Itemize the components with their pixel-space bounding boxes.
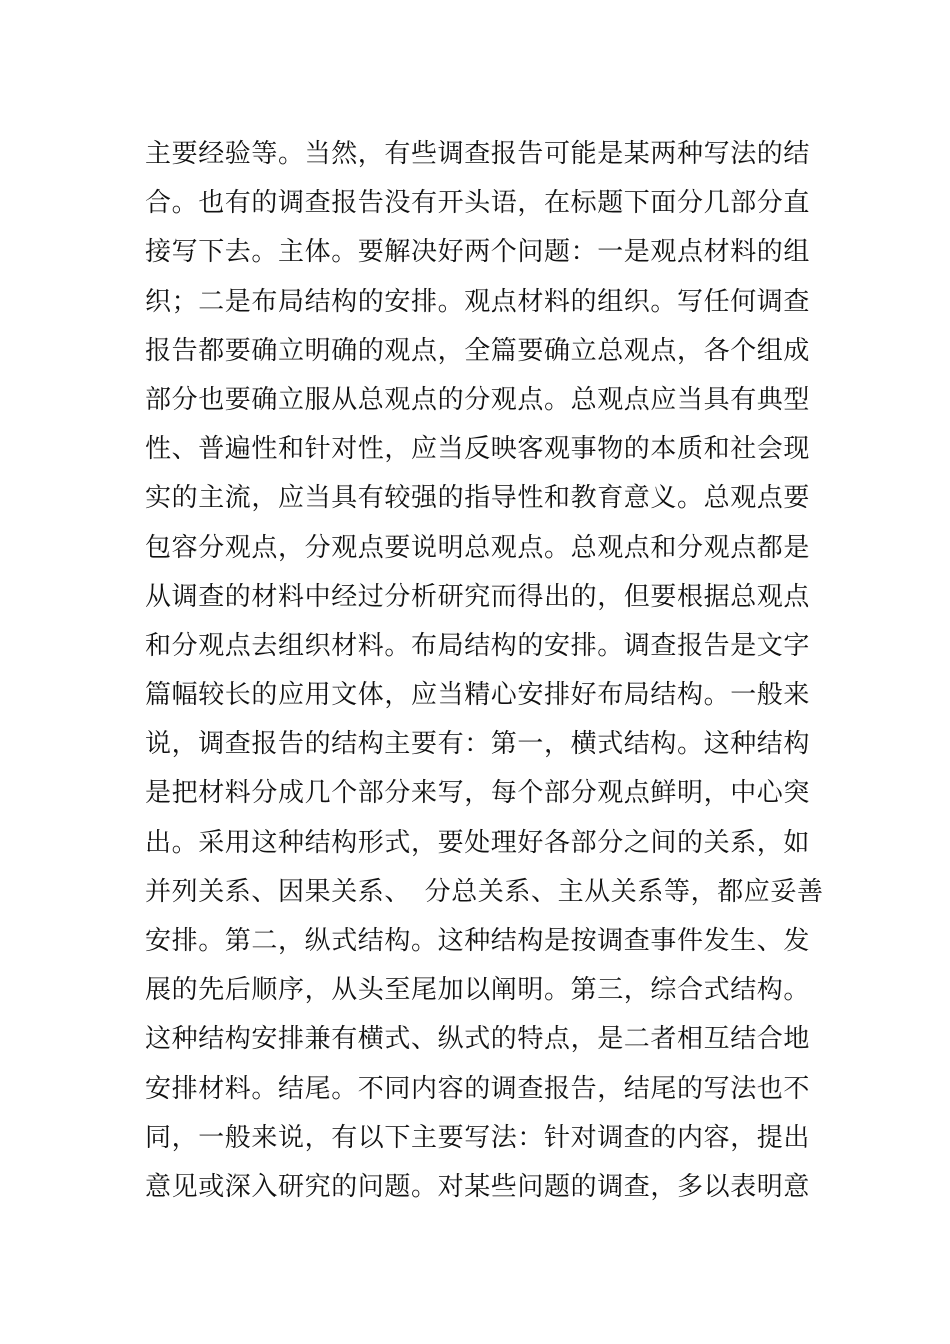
text-line: 安排材料。结尾。不同内容的调查报告，结尾的写法也不 [145,1073,811,1104]
text-line: 篇幅较长的应用文体，应当精心安排好布局结构。一般来 [145,680,811,711]
text-line: 包容分观点，分观点要说明总观点。总观点和分观点都是 [145,532,811,563]
text-line: 展的先后顺序，从头至尾加以阐明。第三，综合式结构。 [145,975,811,1006]
body-text [145,130,824,1212]
text-line: 这种结构安排兼有横式、纵式的特点，是二者相互结合地 [145,1024,811,1055]
text-line: 性、普遍性和针对性，应当反映客观事物的本质和社会现 [145,434,811,465]
text-line: 报告都要确立明确的观点，全篇要确立总观点，各个组成 [145,335,811,366]
text-line: 并列关系、因果关系、 分总关系、主从关系等，都应妥善 [145,876,824,907]
text-line: 意见或深入研究的问题。对某些问题的调查，多以表明意 [145,1171,811,1202]
text-line: 是把材料分成几个部分来写，每个部分观点鲜明，中心突 [145,778,811,809]
text-line: 接写下去。主体。要解决好两个问题：一是观点材料的组 [145,237,811,268]
text-line: 部分也要确立服从总观点的分观点。总观点应当具有典型 [145,384,811,415]
text-line: 和分观点去组织材料。布局结构的安排。调查报告是文字 [145,630,811,661]
text-line: 安排。第二，纵式结构。这种结构是按调查事件发生、发 [145,926,811,956]
text-line: 从调查的材料中经过分析研究而得出的，但要根据总观点 [145,581,811,612]
text-line: 出。采用这种结构形式，要处理好各部分之间的关系，如 [145,827,811,858]
text-line: 织；二是布局结构的安排。观点材料的组织。写任何调查 [145,286,811,317]
text-line: 实的主流，应当具有较强的指导性和教育意义。总观点要 [145,483,811,514]
text-line: 合。也有的调查报告没有开头语，在标题下面分几部分直 [145,188,811,219]
text-line: 同，一般来说，有以下主要写法：针对调查的内容，提出 [145,1122,811,1153]
text-line: 说，调查报告的结构主要有：第一，横式结构。这种结构 [145,729,811,760]
text-line: 主要经验等。当然，有些调查报告可能是某两种写法的结 [145,139,811,169]
